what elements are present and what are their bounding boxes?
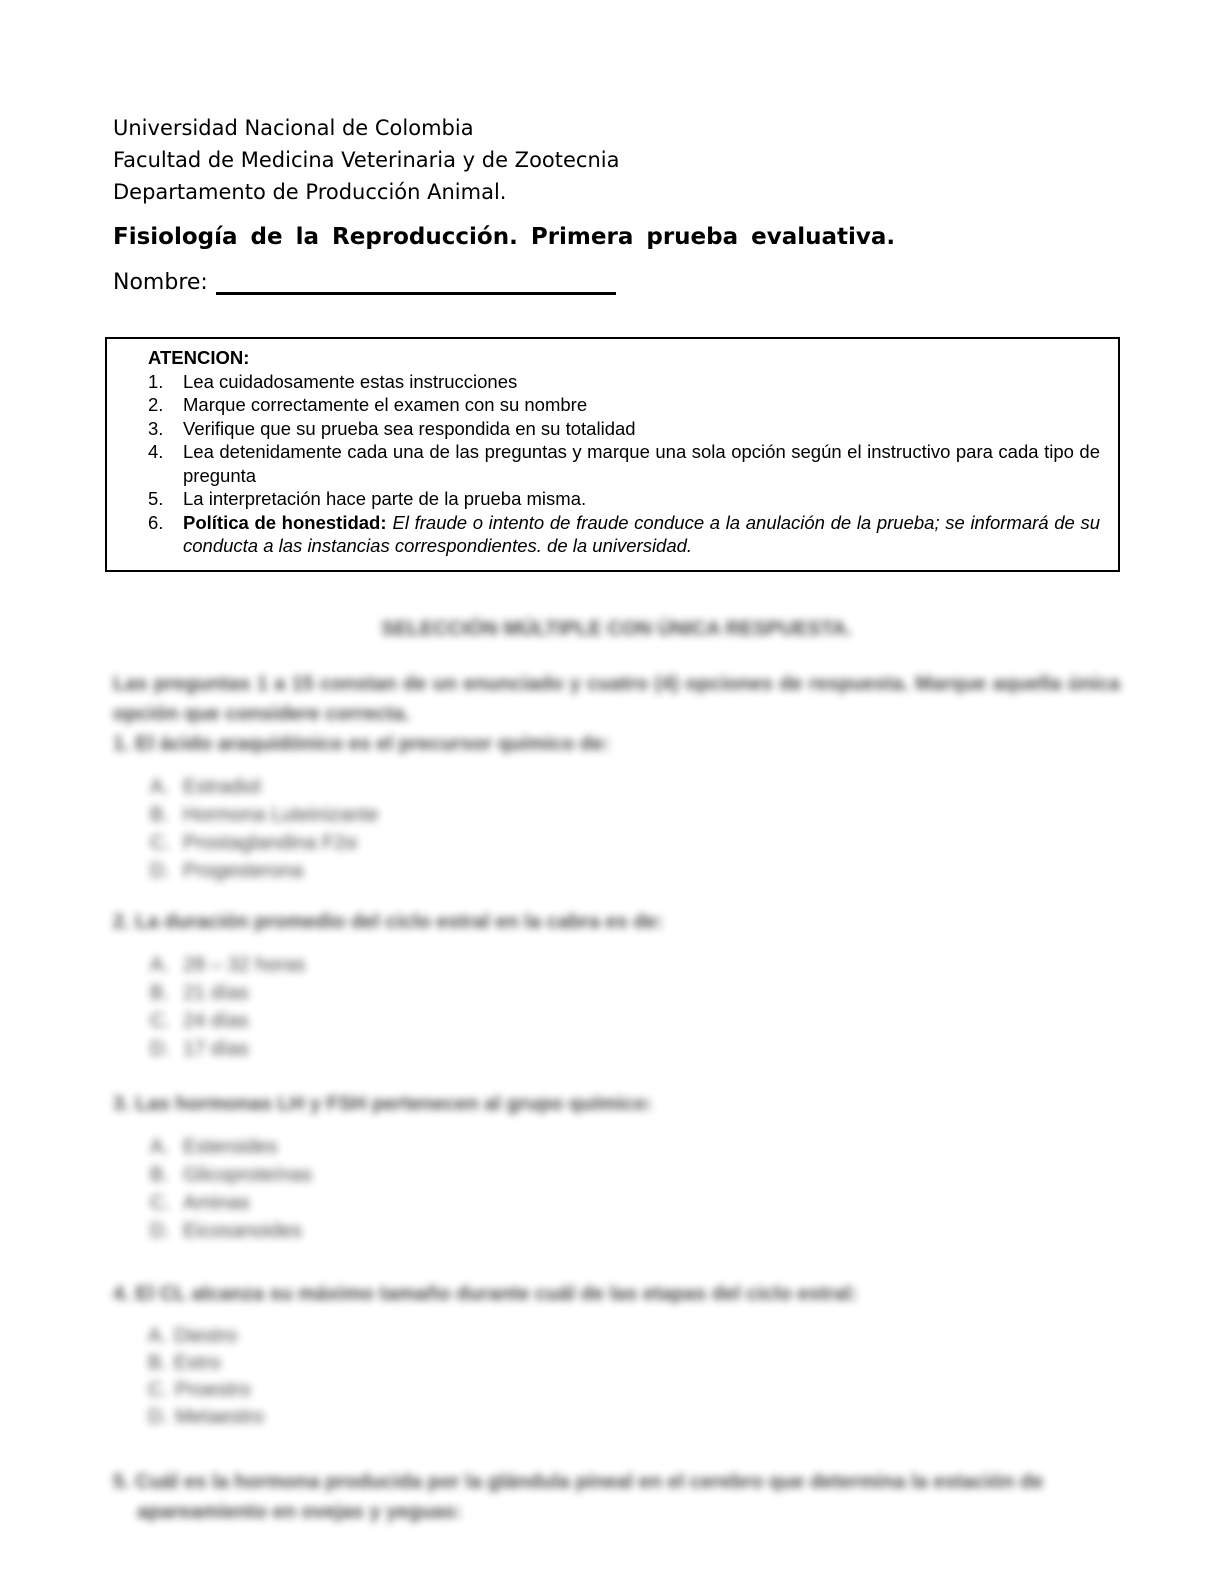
option-text: Hormona Luteinizante bbox=[183, 803, 379, 826]
option-letter: D. bbox=[148, 1405, 168, 1428]
question-number: 3. bbox=[113, 1092, 130, 1115]
option-letter: C. bbox=[150, 1009, 170, 1032]
option-b bbox=[150, 979, 1120, 1007]
option-text: Progesterona bbox=[183, 859, 304, 882]
options-list bbox=[148, 1323, 1120, 1431]
option-b bbox=[150, 801, 1120, 829]
option-letter: C. bbox=[148, 1378, 168, 1401]
letterhead-line-department: Departamento de Producción Animal. bbox=[113, 180, 507, 204]
question-stem bbox=[113, 1467, 1120, 1527]
option-letter: A. bbox=[150, 1135, 169, 1158]
section-title: SELECCIÓN MÚLTIPLE CON ÚNICA RESPUESTA. bbox=[381, 617, 852, 640]
option-letter: A. bbox=[148, 1324, 167, 1347]
question-text: Cuál es la hormona producida por la glándula pineal en el cerebro que determina la estación de apareamiento en ovejas y yeguas: bbox=[135, 1470, 1044, 1523]
question-text: El CL alcanza su máximo tamaño durante cuál de las etapas del ciclo estral: bbox=[135, 1282, 858, 1305]
option-text: Estro bbox=[173, 1351, 221, 1374]
item-text: Lea detenidamente cada una de las preguntas y marque una sola opción según el instructivo para cada tipo de pregunta bbox=[183, 441, 1100, 486]
name-label: Nombre: bbox=[113, 270, 208, 295]
question-number: 2. bbox=[113, 910, 130, 933]
attention-item bbox=[148, 370, 1100, 394]
item-text: Verifique que su prueba sea respondida en su totalidad bbox=[183, 417, 636, 439]
item-number: 4. bbox=[148, 441, 164, 462]
option-a bbox=[148, 1323, 1120, 1350]
option-a bbox=[150, 773, 1120, 801]
option-d bbox=[150, 1035, 1120, 1063]
option-d bbox=[150, 857, 1120, 885]
attention-item bbox=[148, 417, 1100, 441]
item-number: 1. bbox=[148, 370, 164, 392]
question-text: El ácido araquidónico es el precursor químico de: bbox=[135, 732, 610, 755]
option-text: Esteroides bbox=[183, 1135, 278, 1158]
option-letter: C. bbox=[150, 831, 170, 854]
item-number: 5. bbox=[148, 488, 164, 509]
question-stem bbox=[113, 1089, 1120, 1119]
option-text: Estradiol bbox=[183, 775, 261, 798]
option-d bbox=[148, 1404, 1120, 1431]
options-list bbox=[150, 773, 1120, 885]
option-c bbox=[150, 1007, 1120, 1035]
honesty-policy-text: El fraude o intento de fraude conduce a la anulación de la prueba; se informará de su conducta a las instancias correspondientes. de la universidad. bbox=[183, 511, 1100, 556]
item-number: 3. bbox=[148, 417, 164, 439]
option-text: 17 días bbox=[183, 1037, 249, 1060]
question-number: 5. bbox=[113, 1470, 130, 1493]
question-text: La duración promedio del ciclo estral en la cabra es de: bbox=[135, 910, 664, 933]
item-text bbox=[183, 511, 1100, 558]
option-letter: B. bbox=[150, 981, 169, 1004]
option-text: 28 – 32 horas bbox=[183, 953, 306, 976]
option-text: Aminas bbox=[183, 1191, 250, 1214]
option-c bbox=[150, 829, 1120, 857]
question-2 bbox=[113, 907, 1120, 1063]
honesty-policy-label: Política de honestidad: bbox=[183, 511, 387, 533]
attention-item bbox=[148, 393, 1100, 417]
attention-box bbox=[105, 337, 1120, 572]
option-text: Diestro bbox=[173, 1324, 238, 1347]
item-text: Marque correctamente el examen con su nombre bbox=[183, 394, 588, 415]
option-letter: B. bbox=[148, 1351, 167, 1374]
option-letter: A. bbox=[150, 775, 169, 798]
question-5 bbox=[113, 1467, 1120, 1527]
item-number: 2. bbox=[148, 394, 164, 415]
attention-heading: ATENCION: bbox=[148, 347, 250, 368]
letterhead-line-faculty: Facultad de Medicina Veterinaria y de Zootecnia bbox=[113, 148, 620, 172]
question-stem bbox=[113, 907, 1120, 937]
option-letter: C. bbox=[150, 1191, 170, 1214]
attention-item-honesty-policy bbox=[148, 511, 1100, 558]
option-text: 21 días bbox=[183, 981, 249, 1004]
option-b bbox=[150, 1161, 1120, 1189]
attention-item bbox=[148, 440, 1100, 487]
option-letter: D. bbox=[150, 859, 170, 882]
option-letter: B. bbox=[150, 1163, 169, 1186]
letterhead-line-university: Universidad Nacional de Colombia bbox=[113, 116, 474, 140]
options-list bbox=[150, 951, 1120, 1063]
name-blank-line bbox=[216, 271, 616, 295]
attention-item bbox=[148, 487, 1100, 511]
option-letter: B. bbox=[150, 803, 169, 826]
option-letter: D. bbox=[150, 1219, 170, 1242]
option-a bbox=[150, 951, 1120, 979]
question-1 bbox=[113, 729, 1120, 885]
item-text: Lea cuidadosamente estas instrucciones bbox=[183, 370, 518, 392]
page-title: Fisiología de la Reproducción. Primera prueba evaluativa. bbox=[113, 224, 896, 250]
letterhead bbox=[113, 112, 1120, 208]
option-c bbox=[150, 1189, 1120, 1217]
option-c bbox=[148, 1377, 1120, 1404]
name-row bbox=[113, 270, 1120, 295]
option-letter: D. bbox=[150, 1037, 170, 1060]
item-number: 6. bbox=[148, 511, 164, 533]
option-text: Glicoproteínas bbox=[183, 1163, 312, 1186]
question-stem bbox=[113, 1279, 1120, 1309]
question-text: Las hormonas LH y FSH pertenecen al grupo químico: bbox=[135, 1092, 652, 1115]
question-4 bbox=[113, 1279, 1120, 1431]
options-list bbox=[150, 1133, 1120, 1245]
section-intro: Las preguntas 1 a 15 constan de un enunciado y cuatro (4) opciones de respuesta. Marque aquella única opción que considere correcta. bbox=[113, 672, 1120, 725]
option-text: Eicosanoides bbox=[183, 1219, 302, 1242]
option-text: Proestro bbox=[175, 1378, 251, 1401]
option-a bbox=[150, 1133, 1120, 1161]
attention-list bbox=[148, 370, 1100, 558]
option-letter: A. bbox=[150, 953, 169, 976]
question-3 bbox=[113, 1089, 1120, 1245]
option-b bbox=[148, 1350, 1120, 1377]
question-number: 4. bbox=[113, 1282, 130, 1305]
question-number: 1. bbox=[113, 732, 130, 755]
option-d bbox=[150, 1217, 1120, 1245]
exam-body-blurred bbox=[113, 618, 1120, 1527]
item-text: La interpretación hace parte de la prueba misma. bbox=[183, 488, 587, 509]
question-stem bbox=[113, 729, 1120, 759]
option-text: 24 días bbox=[183, 1009, 249, 1032]
option-text: Prostaglandina F2α bbox=[183, 831, 357, 854]
option-text: Metaestro bbox=[175, 1405, 264, 1428]
